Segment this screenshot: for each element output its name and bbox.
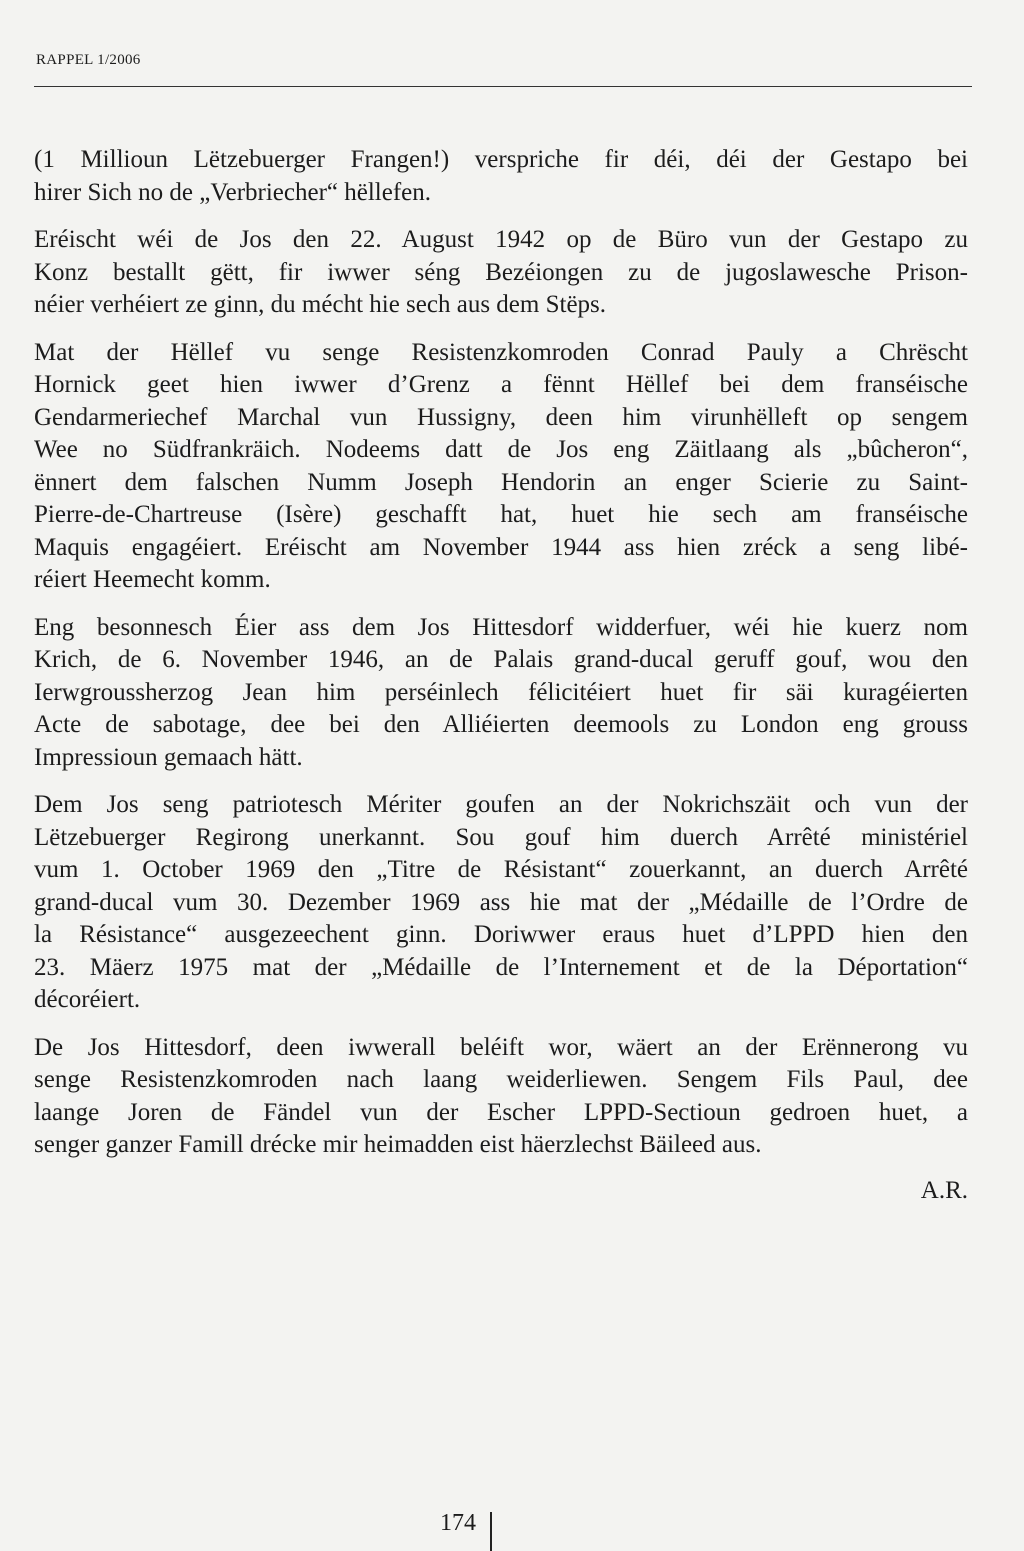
- text-line: la Résistance“ ausgezeechent ginn. Doriwwer eraus huet d’LPPD hien den: [34, 921, 968, 948]
- text-line: senger ganzer Famill drécke mir heimadden eist häerzlechst Bäileed aus.: [34, 1131, 762, 1158]
- text-line: Ierwgroussherzog Jean him perséinlech félicitéiert huet fir säi kuragéierten: [34, 678, 968, 706]
- text-line: senge Resistenzkomroden nach laang weiderliewen. Sengem Fils Paul, dee: [34, 1066, 968, 1093]
- text-line: Impressioun gemaach hätt.: [34, 743, 303, 771]
- header-divider: [34, 86, 972, 87]
- article-body: [34, 144, 968, 1205]
- text-line: ënnert dem falschen Numm Joseph Hendorin an enger Scierie zu Saint-: [34, 468, 968, 496]
- paragraph: [34, 337, 968, 597]
- text-line: Mat der Hëllef vu senge Resistenzkomroden Conrad Pauly a Chrëscht: [34, 338, 968, 366]
- text-line: réiert Heemecht komm.: [34, 566, 271, 593]
- text-line: Eréischt wéi de Jos den 22. August 1942 op de Büro vun der Gestapo zu: [34, 226, 968, 253]
- text-line: (1 Millioun Lëtzebuerger Frangen!) verspriche fir déi, déi der Gestapo bei: [34, 146, 968, 173]
- running-header: RAPPEL 1/2006: [36, 52, 141, 68]
- text-line: Krich, de 6. November 1946, an de Palais grand-ducal geruff gouf, wou den: [34, 646, 968, 673]
- text-line: Wee no Südfrankräich. Nodeems datt de Jos eng Zäitlaang als „bûcheron“,: [34, 436, 968, 463]
- text-line: hirer Sich no de „Verbriecher“ hëllefen.: [34, 178, 432, 206]
- page-number: 174: [440, 1510, 476, 1536]
- text-line: néier verhéiert ze ginn, du mécht hie sech aus dem Stëps.: [34, 291, 607, 318]
- paragraph: [34, 224, 968, 322]
- paragraph: [34, 612, 968, 775]
- text-line: Konz bestallt gëtt, fir iwwer séng Bezéiongen zu de jugoslawesche Prison-: [34, 258, 968, 286]
- text-line: Acte de sabotage, dee bei den Alliéierten deemools zu London eng grouss: [34, 711, 968, 738]
- text-line: Gendarmeriechef Marchal vun Hussigny, deen him virunhëlleft op sengem: [34, 403, 968, 431]
- paragraph: [34, 789, 968, 1017]
- paragraph: [34, 1032, 968, 1162]
- author-signature: A.R.: [920, 1176, 968, 1204]
- text-line: Lëtzebuerger Regirong unerkannt. Sou gouf him duerch Arrêté ministériel: [34, 823, 968, 851]
- text-line: Pierre-de-Chartreuse (Isère) geschafft hat, huet hie sech am franséische: [34, 501, 968, 528]
- paragraphs: [34, 144, 968, 1162]
- text-line: Maquis engagéiert. Eréischt am November 1944 ass hien zréck a seng libé-: [34, 533, 968, 561]
- text-line: 23. Mäerz 1975 mat der „Médaille de l’Internement et de la Déportation“: [34, 953, 968, 981]
- text-line: laange Joren de Fändel vun der Escher LPPD-Sectioun gedroen huet, a: [34, 1098, 968, 1126]
- text-line: Eng besonnesch Éier ass dem Jos Hittesdorf widderfuer, wéi hie kuerz nom: [34, 613, 968, 641]
- page-number-bar: [490, 1512, 492, 1551]
- text-line: De Jos Hittesdorf, deen iwwerall beléift wor, wäert an der Erënnerong vu: [34, 1033, 968, 1061]
- text-line: grand-ducal vum 30. Dezember 1969 ass hie mat der „Médaille de l’Ordre de: [34, 888, 968, 916]
- text-line: décoréiert.: [34, 986, 141, 1013]
- text-line: Hornick geet hien iwwer d’Grenz a fënnt Hëllef bei dem franséische: [34, 371, 968, 398]
- text-line: Dem Jos seng patriotesch Mériter goufen an der Nokrichszäit och vun der: [34, 791, 968, 818]
- text-line: vum 1. October 1969 den „Titre de Résistant“ zouerkannt, an duerch Arrêté: [34, 856, 968, 883]
- paragraph: [34, 144, 968, 209]
